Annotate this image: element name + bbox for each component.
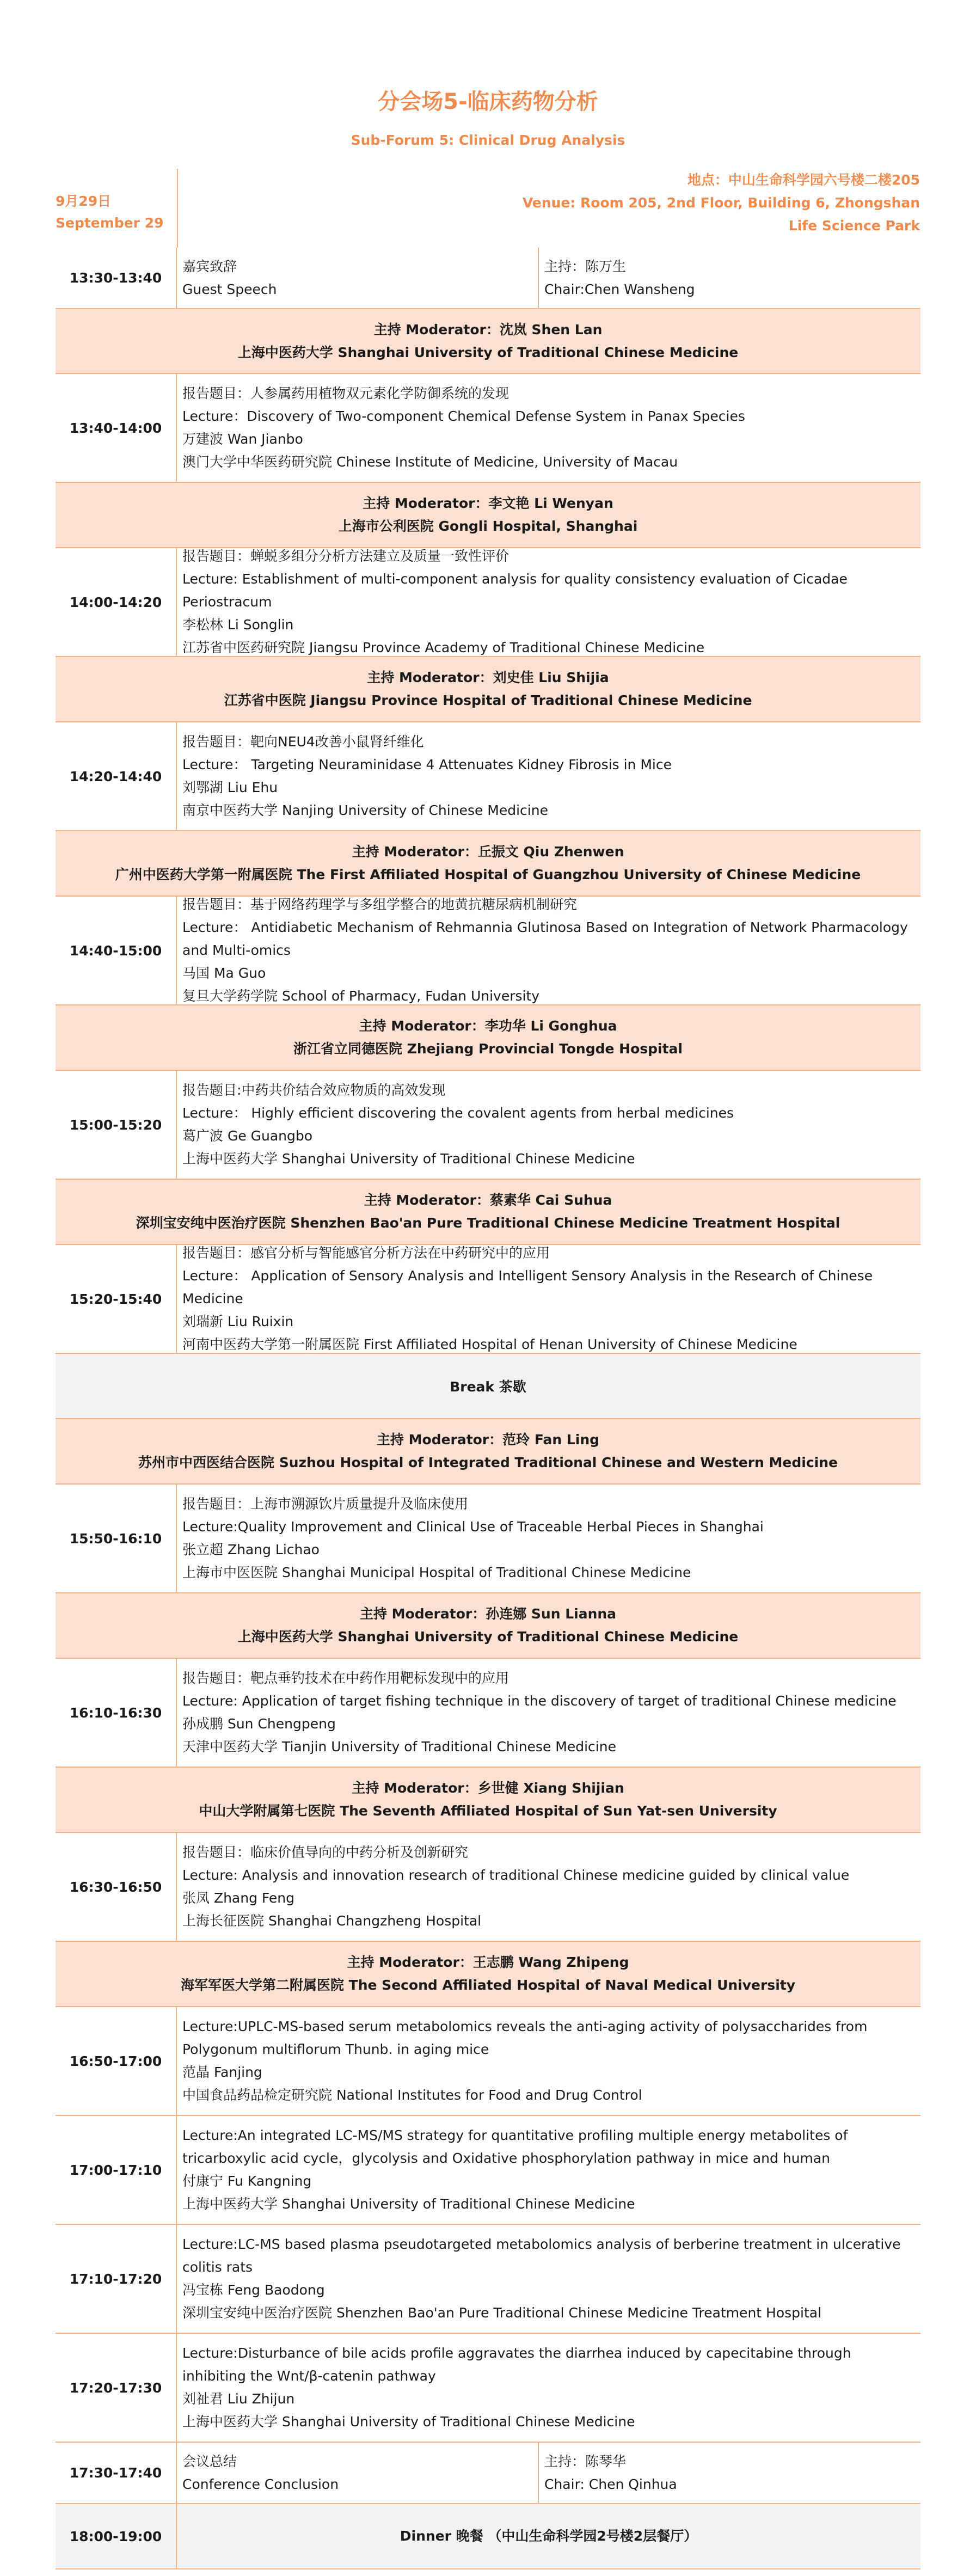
talk-row bbox=[56, 2116, 920, 2225]
talk-content bbox=[177, 2225, 920, 2333]
talk-line: 中国食品药品检定研究院 National Institutes for Food and Drug Control bbox=[182, 2087, 642, 2103]
talk-content bbox=[177, 1485, 920, 1592]
talk-line: 报告题目:中药共价结合效应物质的高效发现 bbox=[182, 1082, 446, 1098]
moderator-line: 主持 Moderator：蔡素华 Cai Suhua bbox=[364, 1192, 612, 1208]
talk-line: 上海中医药大学 Shanghai University of Traditional Chinese Medicine bbox=[182, 2414, 635, 2430]
time-slot: 14:40-15:00 bbox=[56, 897, 177, 1004]
time-slot: 17:00-17:10 bbox=[56, 2116, 177, 2224]
moderator-line: 江苏省中医院 Jiangsu Province Hospital of Traditional Chinese Medicine bbox=[224, 692, 752, 708]
talk-line: 报告题目：临床价值导向的中药分析及创新研究 bbox=[182, 1844, 469, 1860]
talk-line: Lecture: Application of target fishing technique in the discovery of target of traditional Chinese medicine bbox=[182, 1693, 897, 1709]
moderator-line: 主持 Moderator：丘振文 Qiu Zhenwen bbox=[352, 844, 624, 860]
chair-line: 主持：陈万生 bbox=[544, 258, 627, 274]
talk-line: Lecture： Highly efficient discovering the covalent agents from herbal medicines bbox=[182, 1105, 734, 1121]
talk-content bbox=[177, 1245, 920, 1353]
talk-line: Lecture： Targeting Neuraminidase 4 Attenuates Kidney Fibrosis in Mice bbox=[182, 757, 672, 772]
talk-content bbox=[177, 2007, 920, 2115]
moderator-line: 上海市公利医院 Gongli Hospital, Shanghai bbox=[338, 518, 638, 534]
moderator-line: 主持 Moderator：李功华 Li Gonghua bbox=[359, 1018, 617, 1034]
talk-line: 上海中医药大学 Shanghai University of Traditional Chinese Medicine bbox=[182, 2196, 635, 2212]
talk-line: 范晶 Fanjing bbox=[182, 2064, 262, 2080]
time-slot: 17:20-17:30 bbox=[56, 2334, 177, 2442]
talk-content bbox=[177, 1659, 920, 1767]
talk-line: 报告题目：靶点垂钓技术在中药作用靶标发现中的应用 bbox=[182, 1670, 510, 1686]
chair-line: 主持：陈琴华 bbox=[544, 2453, 627, 2469]
talk-line: Lecture： Application of Sensory Analysis and Intelligent Sensory Analysis in the Research of Chinese Medicine bbox=[182, 1268, 873, 1307]
talk-line: 报告题目：人参属药用植物双元素化学防御系统的发现 bbox=[182, 385, 510, 401]
chair-line: Chair:Chen Wansheng bbox=[544, 281, 695, 297]
talk-line: 报告题目：蝉蜕多组分分析方法建立及质量一致性评价 bbox=[182, 548, 510, 564]
talk-line: 冯宝栋 Feng Baodong bbox=[182, 2282, 325, 2298]
venue-en-line1: Venue: Room 205, 2nd Floor, Building 6, Zhongshan bbox=[522, 195, 920, 211]
moderator-line: 主持 Moderator：李文艳 Li Wenyan bbox=[363, 495, 613, 511]
moderator-row bbox=[56, 831, 920, 897]
talk-line: 天津中医药大学 Tianjin University of Traditional Chinese Medicine bbox=[182, 1739, 616, 1755]
talk-content bbox=[177, 2334, 920, 2442]
talk-line: 刘瑞新 Liu Ruixin bbox=[182, 1314, 294, 1329]
talk-row bbox=[56, 722, 920, 831]
talk-line: 报告题目：靶向NEU4改善小鼠肾纤维化 bbox=[182, 734, 424, 750]
talk-line: 张凤 Zhang Feng bbox=[182, 1890, 295, 1906]
talk-line: Lecture:UPLC-MS-based serum metabolomics reveals the anti-aging activity of polysaccharides from Polygonum multiflorum Thunb. in aging mice bbox=[182, 2019, 868, 2057]
chair-cell bbox=[539, 2443, 920, 2503]
moderator-line: 苏州市中西医结合医院 Suzhou Hospital of Integrated Traditional Chinese and Western Medicine bbox=[138, 1455, 838, 1470]
talk-row bbox=[56, 1833, 920, 1942]
moderator-row bbox=[56, 1180, 920, 1245]
talk-line: 澳门大学中华医药研究院 Chinese Institute of Medicine, University of Macau bbox=[182, 454, 678, 470]
talk-content bbox=[177, 1071, 920, 1179]
time-slot: 18:00-19:00 bbox=[56, 2504, 177, 2568]
moderator-line: 中山大学附属第七医院 The Seventh Affiliated Hospital of Sun Yat-sen University bbox=[199, 1803, 777, 1819]
event-line: Guest Speech bbox=[182, 281, 277, 297]
time-slot: 15:00-15:20 bbox=[56, 1071, 177, 1179]
moderator-row bbox=[56, 483, 920, 548]
venue-en-line2: Life Science Park bbox=[788, 218, 920, 234]
talk-content bbox=[177, 548, 920, 656]
talk-line: 张立超 Zhang Lichao bbox=[182, 1542, 320, 1557]
date-cn: 9月29日 bbox=[56, 193, 112, 209]
page-title: 分会场5-临床药物分析 bbox=[378, 89, 598, 114]
moderator-line: 主持 Moderator：乡世健 Xiang Shijian bbox=[352, 1780, 624, 1796]
moderator-line: 主持 Moderator：王志鹏 Wang Zhipeng bbox=[347, 1954, 629, 1970]
moderator-row bbox=[56, 1419, 920, 1485]
talk-line: Lecture:An integrated LC-MS/MS strategy for quantitative profiling multiple energy metabolites of tricarboxylic acid cycle，glycolysis and Oxidative phosphorylation pathway in mice and human bbox=[182, 2127, 848, 2166]
talk-row bbox=[56, 1659, 920, 1768]
split-cell bbox=[177, 248, 920, 308]
talk-content bbox=[177, 897, 920, 1004]
talk-line: 葛广波 Ge Guangbo bbox=[182, 1128, 313, 1144]
event-line: 嘉宾致辞 bbox=[182, 258, 237, 274]
talk-line: 孙成鹏 Sun Chengpeng bbox=[182, 1716, 336, 1732]
moderator-line: 深圳宝安纯中医治疗医院 Shenzhen Bao'an Pure Traditional Chinese Medicine Treatment Hospital bbox=[136, 1215, 840, 1231]
moderator-line: 主持 Moderator：沈岚 Shen Lan bbox=[373, 321, 603, 338]
talk-line: Lecture： Antidiabetic Mechanism of Rehmannia Glutinosa Based on Integration of Network Pharmacology and Multi-omics bbox=[182, 919, 908, 958]
moderator-line: 上海中医药大学 Shanghai University of Traditional Chinese Medicine bbox=[237, 344, 739, 360]
chair-cell bbox=[539, 248, 920, 308]
event-line: 会议总结 bbox=[182, 2453, 237, 2469]
moderator-line: 主持 Moderator：范玲 Fan Ling bbox=[376, 1432, 600, 1448]
talk-row bbox=[56, 1245, 920, 1354]
talk-line: 报告题目：上海市溯源饮片质量提升及临床使用 bbox=[182, 1496, 469, 1512]
talk-line: 付康宁 Fu Kangning bbox=[182, 2173, 312, 2189]
time-slot: 17:30-17:40 bbox=[56, 2443, 177, 2503]
dinner-text: Dinner 晚餐 （中山生命科学园2号楼2层餐厅） bbox=[400, 2528, 698, 2544]
talk-row bbox=[56, 374, 920, 483]
talk-row bbox=[56, 1485, 920, 1593]
talk-line: Lecture:LC-MS based plasma pseudotargeted metabolomics analysis of berberine treatment in ulcerative colitis rats bbox=[182, 2236, 901, 2275]
time-slot: 15:20-15:40 bbox=[56, 1245, 177, 1353]
talk-line: 刘鄂湖 Liu Ehu bbox=[182, 780, 278, 795]
talk-row bbox=[56, 897, 920, 1005]
header-divider bbox=[177, 169, 178, 248]
moderator-row bbox=[56, 1942, 920, 2007]
talk-content bbox=[177, 1833, 920, 1941]
schedule-table bbox=[56, 248, 920, 2569]
talk-line: Lecture:Quality Improvement and Clinical Use of Traceable Herbal Pieces in Shanghai bbox=[182, 1519, 764, 1535]
talk-line: Lecture：Discovery of Two-component Chemical Defense System in Panax Species bbox=[182, 408, 745, 424]
time-slot: 14:00-14:20 bbox=[56, 548, 177, 656]
event-cell bbox=[177, 248, 539, 308]
talk-content bbox=[177, 722, 920, 830]
talk-row bbox=[56, 2334, 920, 2443]
dinner-row bbox=[56, 2504, 920, 2569]
talk-line: 深圳宝安纯中医治疗医院 Shenzhen Bao'an Pure Traditional Chinese Medicine Treatment Hospital bbox=[182, 2305, 822, 2321]
talk-line: 上海长征医院 Shanghai Changzheng Hospital bbox=[182, 1913, 482, 1929]
schedule-row bbox=[56, 2443, 920, 2504]
time-slot: 13:30-13:40 bbox=[56, 248, 177, 308]
split-cell bbox=[177, 2443, 920, 2503]
time-slot: 16:10-16:30 bbox=[56, 1659, 177, 1767]
date-en: September 29 bbox=[56, 215, 164, 231]
talk-line: 复旦大学药学院 School of Pharmacy, Fudan University bbox=[182, 988, 540, 1004]
time-slot: 14:20-14:40 bbox=[56, 722, 177, 830]
time-slot: 13:40-14:00 bbox=[56, 374, 177, 482]
chair-line: Chair: Chen Qinhua bbox=[544, 2476, 677, 2492]
talk-row bbox=[56, 2007, 920, 2116]
page-subtitle: Sub-Forum 5: Clinical Drug Analysis bbox=[351, 132, 625, 148]
talk-line: 马国 Ma Guo bbox=[182, 965, 266, 981]
moderator-row bbox=[56, 309, 920, 374]
time-slot: 17:10-17:20 bbox=[56, 2225, 177, 2333]
talk-line: 刘祉君 Liu Zhijun bbox=[182, 2391, 295, 2407]
moderator-line: 广州中医药大学第一附属医院 The First Affiliated Hospital of Guangzhou University of Chinese Medicine bbox=[115, 867, 861, 882]
talk-line: 江苏省中医药研究院 Jiangsu Province Academy of Traditional Chinese Medicine bbox=[182, 640, 705, 655]
time-slot: 15:50-16:10 bbox=[56, 1485, 177, 1592]
venue bbox=[523, 169, 920, 237]
talk-line: 李松林 Li Songlin bbox=[182, 617, 294, 633]
event-cell bbox=[177, 2443, 539, 2503]
talk-line: 万建波 Wan Jianbo bbox=[182, 431, 303, 447]
moderator-row bbox=[56, 1005, 920, 1071]
moderator-line: 上海中医药大学 Shanghai University of Traditional Chinese Medicine bbox=[237, 1629, 739, 1645]
event-line: Conference Conclusion bbox=[182, 2476, 339, 2492]
moderator-line: 主持 Moderator：刘史佳 Liu Shijia bbox=[367, 670, 609, 685]
talk-row bbox=[56, 1071, 920, 1180]
moderator-row bbox=[56, 1593, 920, 1659]
moderator-row bbox=[56, 1768, 920, 1833]
talk-content bbox=[177, 374, 920, 482]
moderator-row bbox=[56, 657, 920, 722]
moderator-line: 主持 Moderator：孙连娜 Sun Lianna bbox=[359, 1606, 617, 1622]
talk-row bbox=[56, 2225, 920, 2334]
talk-line: 上海中医药大学 Shanghai University of Traditional Chinese Medicine bbox=[182, 1151, 635, 1167]
time-slot: 16:50-17:00 bbox=[56, 2007, 177, 2115]
talk-line: 报告题目：感官分析与智能感官分析方法在中药研究中的应用 bbox=[182, 1245, 550, 1261]
session-date bbox=[56, 191, 164, 234]
talk-line: Lecture: Establishment of multi-component analysis for quality consistency evaluation of Cicadae Periostracum bbox=[182, 571, 848, 610]
talk-row bbox=[56, 548, 920, 657]
talk-line: Lecture: Analysis and innovation research of traditional Chinese medicine guided by clinical value bbox=[182, 1867, 850, 1883]
talk-line: 河南中医药大学第一附属医院 First Affiliated Hospital of Henan University of Chinese Medicine bbox=[182, 1336, 797, 1352]
break-row: Break 茶歇 bbox=[56, 1354, 920, 1419]
talk-line: Lecture:Disturbance of bile acids profile aggravates the diarrhea induced by capecitabine through inhibiting the Wnt/β-catenin pathway bbox=[182, 2345, 851, 2384]
talk-line: 南京中医药大学 Nanjing University of Chinese Medicine bbox=[182, 802, 548, 818]
talk-line: 上海市中医医院 Shanghai Municipal Hospital of Traditional Chinese Medicine bbox=[182, 1565, 691, 1580]
time-slot: 16:30-16:50 bbox=[56, 1833, 177, 1941]
moderator-line: 浙江省立同德医院 Zhejiang Provincial Tongde Hospital bbox=[293, 1041, 683, 1057]
talk-content bbox=[177, 2116, 920, 2224]
talk-line: 报告题目：基于网络药理学与多组学整合的地黄抗糖尿病机制研究 bbox=[182, 897, 578, 912]
venue-cn: 地点：中山生命科学园六号楼二楼205 bbox=[687, 172, 920, 188]
moderator-line: 海军军医大学第二附属医院 The Second Affiliated Hospital of Naval Medical University bbox=[180, 1977, 796, 1993]
schedule-row bbox=[56, 248, 920, 309]
